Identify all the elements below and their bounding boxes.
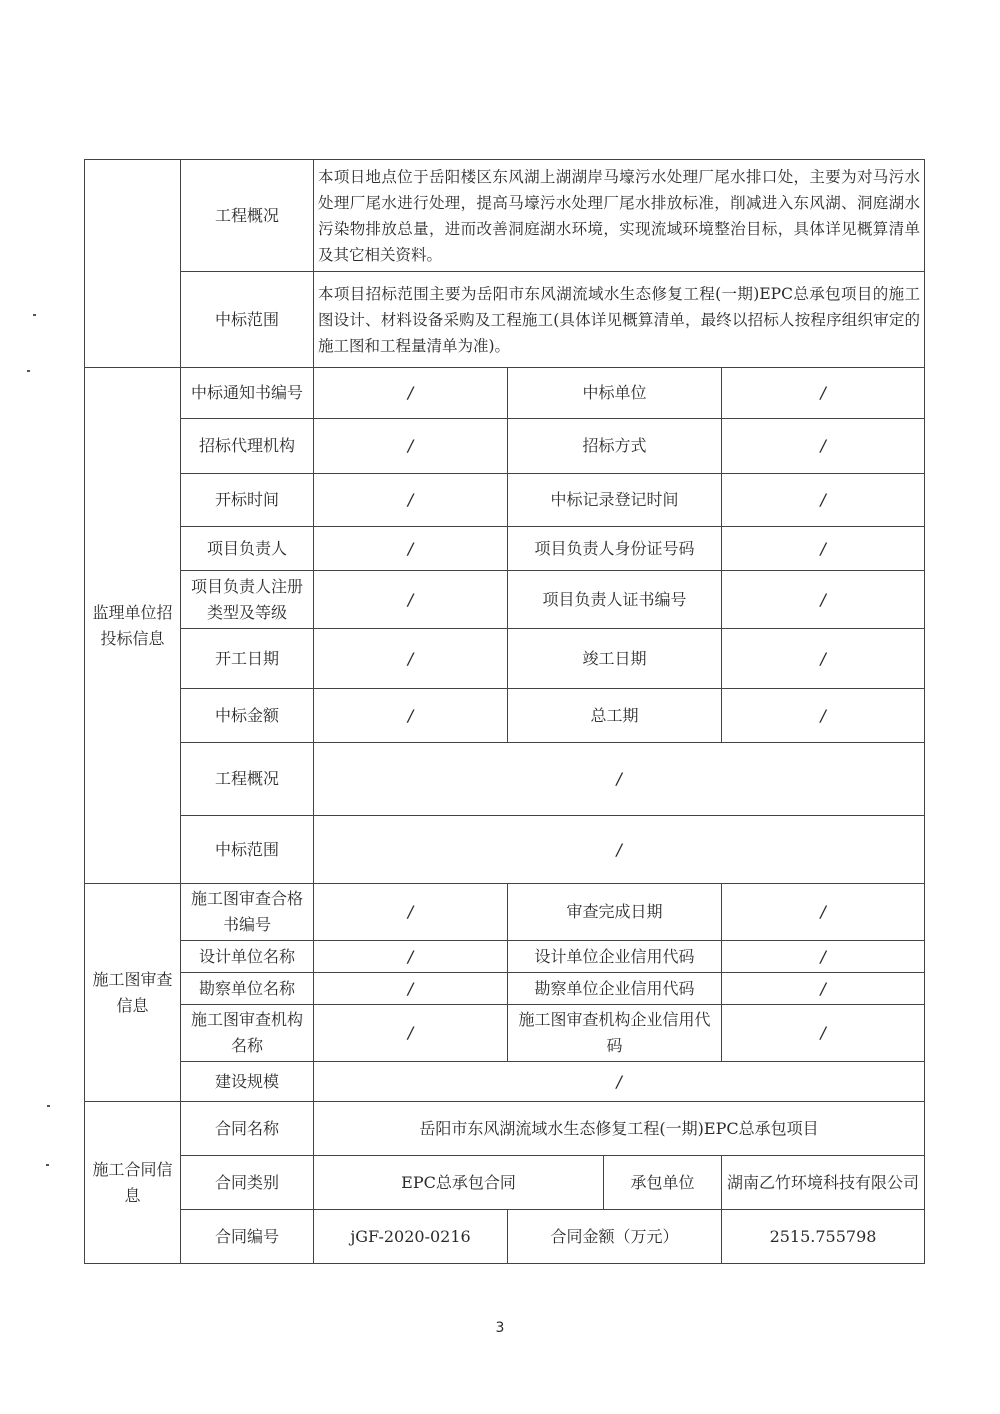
scan-speck xyxy=(27,370,30,372)
field-label: 项目负责人注册类型及等级 xyxy=(181,571,314,629)
field-label: 施工图审查机构名称 xyxy=(181,1005,314,1062)
field-value: / xyxy=(722,368,925,419)
field-value: / xyxy=(722,419,925,474)
page-number: 3 xyxy=(495,1320,505,1336)
scan-speck xyxy=(33,314,36,316)
field-label: 建设规模 xyxy=(181,1062,314,1102)
field-value: / xyxy=(314,368,508,419)
field-value: / xyxy=(314,629,508,689)
contractor-value: 湖南乙竹环境科技有限公司 xyxy=(722,1156,925,1210)
field-value: / xyxy=(722,941,925,973)
project-info-table xyxy=(84,159,925,1264)
contractor-label: 承包单位 xyxy=(604,1156,722,1210)
bid-scope-text: 本项目招标范围主要为岳阳市东风湖流域水生态修复工程(一期)EPC总承包项目的施工图设计、材料设备采购及工程施工(具体详见概算清单，最终以招标人按程序组织审定的施工图和工程量清单为准)。 xyxy=(314,272,925,368)
field-value: / xyxy=(314,743,925,816)
field-value: / xyxy=(722,689,925,743)
section-continued-cell xyxy=(85,160,181,368)
field-value: / xyxy=(722,474,925,527)
field-label: 竣工日期 xyxy=(508,629,722,689)
review-section-title: 施工图审查信息 xyxy=(85,884,181,1102)
field-label: 招标代理机构 xyxy=(181,419,314,474)
field-value: / xyxy=(314,419,508,474)
contract-type-label: 合同类别 xyxy=(181,1156,314,1210)
field-label: 项目负责人身份证号码 xyxy=(508,527,722,571)
field-label: 施工图审查机构企业信用代码 xyxy=(508,1005,722,1062)
project-overview-label: 工程概况 xyxy=(181,160,314,272)
contract-name-value: 岳阳市东风湖流域水生态修复工程(一期)EPC总承包项目 xyxy=(314,1102,925,1156)
field-value: / xyxy=(314,689,508,743)
field-value: / xyxy=(722,1005,925,1062)
field-label: 开工日期 xyxy=(181,629,314,689)
field-label: 招标方式 xyxy=(508,419,722,474)
supervision-section-title: 监理单位招投标信息 xyxy=(85,368,181,884)
field-value: / xyxy=(314,884,508,941)
field-value: / xyxy=(314,941,508,973)
field-label: 中标单位 xyxy=(508,368,722,419)
field-label: 工程概况 xyxy=(181,743,314,816)
field-value: / xyxy=(314,973,508,1005)
field-label: 中标通知书编号 xyxy=(181,368,314,419)
field-value: / xyxy=(722,571,925,629)
field-label: 中标记录登记时间 xyxy=(508,474,722,527)
field-value: / xyxy=(314,1062,925,1102)
field-label: 总工期 xyxy=(508,689,722,743)
field-label: 勘察单位名称 xyxy=(181,973,314,1005)
field-label: 审查完成日期 xyxy=(508,884,722,941)
field-value: / xyxy=(314,474,508,527)
field-label: 开标时间 xyxy=(181,474,314,527)
field-label: 项目负责人证书编号 xyxy=(508,571,722,629)
project-overview-text: 本项日地点位于岳阳楼区东风湖上湖湖岸马壕污水处理厂尾水排口处，主要为对马污水处理厂尾水进行处理，提高马壕污水处理厂尾水排放标准，削减进入东风湖、洞庭湖水污染物排放总量，进而改善洞庭湖水环境，实现流域环境整治目标，具体详见概算清单及其它相关资料。 xyxy=(314,160,925,272)
field-label: 中标金额 xyxy=(181,689,314,743)
field-value: / xyxy=(722,527,925,571)
field-value: / xyxy=(722,884,925,941)
contract-amount-value: 2515.755798 xyxy=(722,1210,925,1264)
field-value: / xyxy=(722,973,925,1005)
field-value: / xyxy=(314,1005,508,1062)
field-label: 项目负责人 xyxy=(181,527,314,571)
scan-speck xyxy=(46,1164,49,1166)
contract-name-label: 合同名称 xyxy=(181,1102,314,1156)
bid-scope-label: 中标范围 xyxy=(181,272,314,368)
field-value: / xyxy=(314,527,508,571)
contract-section-title: 施工合同信息 xyxy=(85,1102,181,1264)
field-label: 设计单位企业信用代码 xyxy=(508,941,722,973)
field-label: 设计单位名称 xyxy=(181,941,314,973)
scan-speck xyxy=(47,1105,50,1107)
field-value: / xyxy=(722,629,925,689)
contract-number-value: jGF-2020-0216 xyxy=(314,1210,508,1264)
contract-type-value: EPC总承包合同 xyxy=(314,1156,604,1210)
field-label: 勘察单位企业信用代码 xyxy=(508,973,722,1005)
field-value: / xyxy=(314,816,925,884)
field-label: 中标范围 xyxy=(181,816,314,884)
contract-number-label: 合同编号 xyxy=(181,1210,314,1264)
contract-amount-label: 合同金额（万元） xyxy=(508,1210,722,1264)
field-value: / xyxy=(314,571,508,629)
field-label: 施工图审查合格书编号 xyxy=(181,884,314,941)
